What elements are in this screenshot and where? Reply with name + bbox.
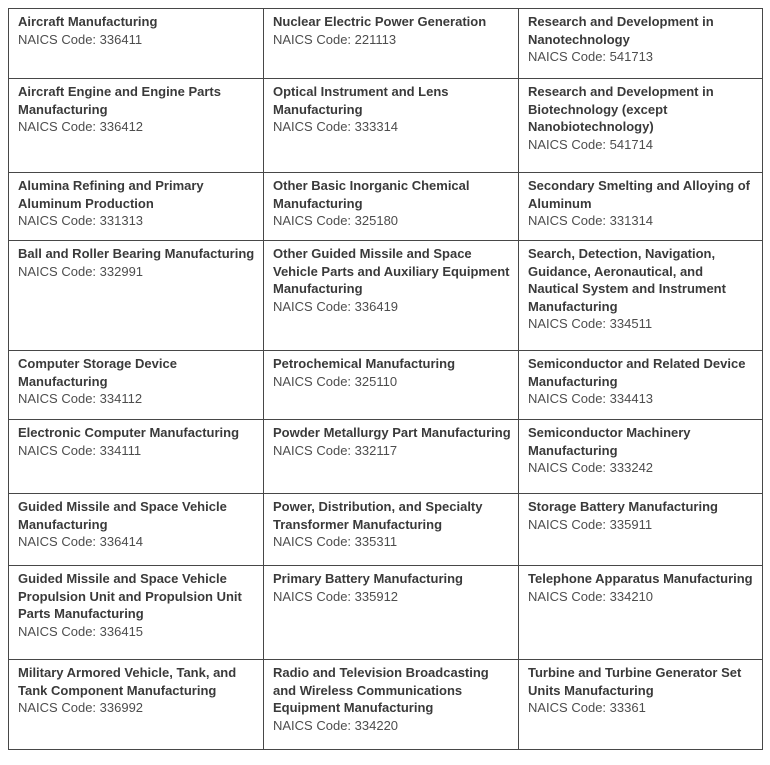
industry-title: Semiconductor Machinery Manufacturing	[528, 425, 691, 458]
naics-code: NAICS Code: 331313	[18, 213, 144, 228]
naics-code: NAICS Code: 325180	[273, 213, 399, 228]
naics-code: NAICS Code: 332991	[18, 263, 144, 279]
naics-code: NAICS Code: 336419	[273, 298, 399, 314]
industry-title: Semiconductor and Related Device Manufacturing	[528, 356, 746, 389]
industry-title: Optical Instrument and Lens Manufacturing	[273, 84, 449, 117]
table-row	[9, 566, 763, 660]
table-cell	[264, 660, 519, 750]
table-cell	[519, 420, 763, 494]
naics-code: NAICS Code: 335911	[528, 516, 653, 532]
naics-code: NAICS Code: 335912	[273, 588, 399, 604]
naics-code: NAICS Code: 33361	[528, 700, 646, 715]
industry-title: Ball and Roller Bearing Manufacturing	[18, 246, 255, 261]
table-row	[9, 660, 763, 750]
industry-title: Storage Battery Manufacturing	[528, 499, 718, 514]
table-cell	[264, 566, 519, 660]
naics-code: NAICS Code: 336992	[18, 700, 144, 715]
table-cell	[519, 494, 763, 566]
industry-title: Telephone Apparatus Manufacturing	[528, 571, 753, 586]
table-cell	[519, 351, 763, 420]
table-row	[9, 173, 763, 241]
naics-code: NAICS Code: 332117	[273, 442, 398, 458]
table-cell	[9, 9, 264, 79]
table-cell	[9, 79, 264, 173]
table-cell	[519, 79, 763, 173]
industry-title: Power, Distribution, and Specialty Transformer Manufacturing	[273, 499, 483, 532]
table-cell	[9, 494, 264, 566]
industry-title: Search, Detection, Navigation, Guidance, Aeronautical, and Nautical System and Instrument Manufacturing	[528, 246, 726, 314]
naics-code: NAICS Code: 336411	[18, 31, 143, 47]
naics-industry-table	[8, 8, 763, 750]
naics-code: NAICS Code: 221113	[273, 31, 397, 47]
industry-title: Secondary Smelting and Alloying of Aluminum	[528, 178, 750, 211]
table-cell	[9, 420, 264, 494]
industry-title: Research and Development in Biotechnology (except Nanobiotechnology)	[528, 84, 714, 134]
naics-code: NAICS Code: 336414	[18, 534, 144, 549]
table-cell	[519, 241, 763, 351]
naics-code: NAICS Code: 334210	[528, 588, 654, 604]
table-cell	[519, 173, 763, 241]
naics-code: NAICS Code: 333242	[528, 460, 654, 475]
naics-code: NAICS Code: 331314	[528, 213, 654, 228]
table-cell	[264, 420, 519, 494]
table-cell	[264, 9, 519, 79]
industry-title: Electronic Computer Manufacturing	[18, 425, 240, 440]
industry-title: Aircraft Engine and Engine Parts Manufacturing	[18, 84, 221, 117]
industry-title: Powder Metallurgy Part Manufacturing	[273, 425, 511, 440]
industry-title: Primary Battery Manufacturing	[273, 571, 463, 586]
industry-title: Guided Missile and Space Vehicle Manufacturing	[18, 499, 227, 532]
table-cell	[519, 566, 763, 660]
table-cell	[9, 351, 264, 420]
industry-title: Alumina Refining and Primary Aluminum Production	[18, 178, 204, 211]
naics-code: NAICS Code: 334111	[18, 442, 142, 458]
table-cell	[264, 351, 519, 420]
industry-title: Petrochemical Manufacturing	[273, 356, 456, 371]
industry-title: Turbine and Turbine Generator Set Units Manufacturing	[528, 665, 742, 698]
naics-code: NAICS Code: 336412	[18, 119, 144, 134]
table-cell	[264, 494, 519, 566]
table-cell	[9, 660, 264, 750]
table-row	[9, 494, 763, 566]
industry-title: Aircraft Manufacturing	[18, 14, 158, 29]
table-cell	[264, 241, 519, 351]
table-row	[9, 351, 763, 420]
naics-code: NAICS Code: 334220	[273, 717, 399, 733]
naics-code: NAICS Code: 325110	[273, 373, 398, 389]
naics-code: NAICS Code: 541714	[528, 136, 654, 152]
naics-code: NAICS Code: 335311	[273, 534, 398, 549]
table-cell	[264, 79, 519, 173]
naics-code: NAICS Code: 541713	[528, 49, 654, 64]
naics-code: NAICS Code: 333314	[273, 119, 399, 134]
naics-code: NAICS Code: 334112	[18, 391, 143, 406]
table-cell	[9, 566, 264, 660]
naics-code: NAICS Code: 334511	[528, 316, 653, 331]
industry-title: Military Armored Vehicle, Tank, and Tank Component Manufacturing	[18, 665, 237, 698]
industry-title: Computer Storage Device Manufacturing	[18, 356, 177, 389]
table-row	[9, 79, 763, 173]
industry-title: Research and Development in Nanotechnology	[528, 14, 714, 47]
table-cell	[264, 173, 519, 241]
table-row	[9, 420, 763, 494]
table-row	[9, 241, 763, 351]
industry-title: Other Basic Inorganic Chemical Manufacturing	[273, 178, 470, 211]
table-cell	[519, 660, 763, 750]
industry-title: Guided Missile and Space Vehicle Propulsion Unit and Propulsion Unit Parts Manufacturing	[18, 571, 242, 621]
industry-title: Nuclear Electric Power Generation	[273, 14, 487, 29]
naics-code: NAICS Code: 336415	[18, 623, 144, 639]
industry-title: Radio and Television Broadcasting and Wireless Communications Equipment Manufacturing	[273, 665, 489, 715]
table-cell	[519, 9, 763, 79]
table-cell	[9, 241, 264, 351]
table-cell	[9, 173, 264, 241]
industry-title: Other Guided Missile and Space Vehicle Parts and Auxiliary Equipment Manufacturing	[273, 246, 510, 296]
table-row	[9, 9, 763, 79]
naics-code: NAICS Code: 334413	[528, 391, 654, 406]
